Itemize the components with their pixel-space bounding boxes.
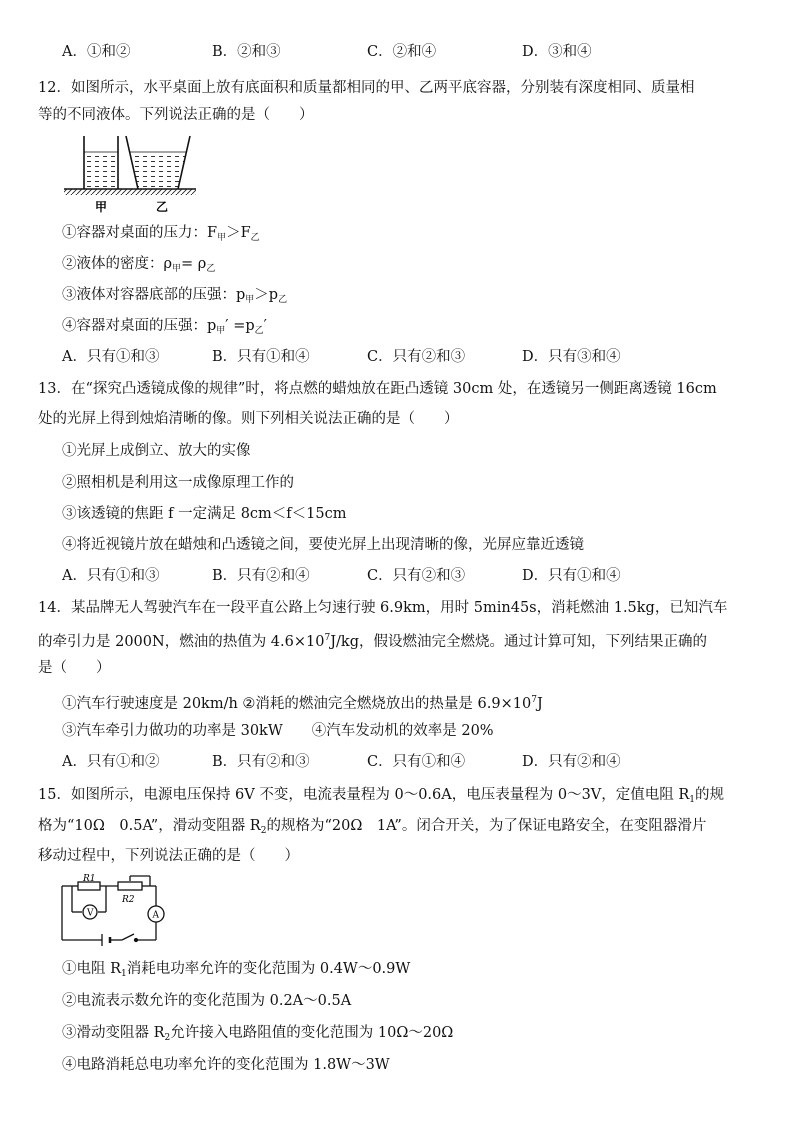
voltmeter-icon: V	[87, 908, 94, 919]
label-r2: R2	[122, 895, 135, 905]
q14-statements-1-2: ①汽车行驶速度是 20km/h ②消耗的燃油完全燃烧放出的热量是 $6.9\times 10^7J$	[62, 695, 543, 712]
q14-statements-3-4: ③汽车牵引力做功的功率是 30kW ④汽车发动机的效率是 20%	[62, 723, 494, 739]
ammeter-icon: A	[152, 910, 159, 921]
q12-containers-figure	[62, 134, 198, 214]
q13-statement-1: ①光屏上成倒立、放大的实像	[62, 443, 251, 459]
q13-option-b[interactable]: B．只有②和④	[212, 568, 310, 584]
q14-option-b[interactable]: B．只有②和③	[212, 754, 310, 770]
q14-option-c[interactable]: C．只有①和④	[367, 754, 466, 770]
label-yi: 乙	[156, 200, 169, 214]
q12-statement-2: ②液体的密度：$\rho_甲= \rho_乙$	[62, 256, 216, 274]
q13-option-d[interactable]: D．只有①和④	[522, 568, 621, 584]
q12-option-a[interactable]: A．只有①和③	[62, 349, 160, 365]
q13-statement-4: ④将近视镜片放在蜡烛和凸透镜之间，要使光屏上出现清晰的像，光屏应靠近透镜	[62, 537, 584, 553]
q15-statement-1: ①电阻 $R_1$消耗电功率允许的变化范围为 0.4W～0.9W	[62, 961, 411, 979]
q12-option-b[interactable]: B．只有①和④	[212, 349, 310, 365]
q15-stem-line2: 格为“10Ω 0.5A”，滑动变阻器 $R_2$的规格为“20Ω 1A”。闭合开关，为了保证电路安全，在变阻器滑片	[38, 818, 707, 836]
label-r1: R1	[83, 874, 96, 884]
q13-statement-2: ②照相机是利用这一成像原理工作的	[62, 475, 294, 491]
q14-option-d[interactable]: D．只有②和④	[522, 754, 621, 770]
q15-stem-line3: 移动过程中，下列说法正确的是（ ）	[38, 848, 299, 864]
q12-option-c[interactable]: C．只有②和③	[367, 349, 466, 365]
q15-statement-4: ④电路消耗总电功率允许的变化范围为 1.8W～3W	[62, 1057, 390, 1073]
q13-option-c[interactable]: C．只有②和③	[367, 568, 466, 584]
q12-stem-line1: 12．如图所示，水平桌面上放有底面积和质量都相同的甲、乙两平底容器，分别装有深度相同、质量相	[38, 80, 695, 96]
q14-option-a[interactable]: A．只有①和②	[62, 754, 160, 770]
q15-circuit-figure	[56, 872, 176, 948]
q12-statement-3: ③液体对容器底部的压强：$p_甲>p_乙$	[62, 287, 288, 305]
label-jia: 甲	[95, 200, 108, 214]
q13-statement-3: ③该透镜的焦距 f 一定满足 8cm＜f＜15cm	[62, 506, 347, 522]
q13-stem-line2: 处的光屏上得到烛焰清晰的像。则下列相关说法正确的是（ ）	[38, 411, 459, 427]
q11-option-a[interactable]: A．①和②	[62, 44, 131, 60]
q13-stem-line1: 13．在“探究凸透镜成像的规律”时，将点燃的蜡烛放在距凸透镜 30cm 处，在透镜另一侧距离透镜 16cm	[38, 381, 717, 397]
q12-statement-4: ④容器对桌面的压强：$p_甲' =p_乙'$	[62, 318, 267, 336]
q15-statement-2: ②电流表示数允许的变化范围为 0.2A～0.5A	[62, 993, 352, 1009]
q13-options	[62, 566, 762, 586]
q12-option-d[interactable]: D．只有③和④	[522, 349, 621, 365]
q12-statement-1: ①容器对桌面的压力：$F_甲>F_乙$	[62, 225, 260, 243]
q15-statement-3: ③滑动变阻器 $R_2$允许接入电路阻值的变化范围为 10Ω～20Ω	[62, 1025, 454, 1043]
q13-option-a[interactable]: A．只有①和③	[62, 568, 160, 584]
q12-stem-line2: 等的不同液体。下列说法正确的是（ ）	[38, 107, 314, 123]
q11-option-c[interactable]: C．②和④	[367, 44, 437, 60]
q11-option-b[interactable]: B．②和③	[212, 44, 281, 60]
q11-option-d[interactable]: D．③和④	[522, 44, 592, 60]
q14-options	[62, 752, 762, 772]
q14-stem-line3: 是（ ）	[38, 660, 111, 676]
q15-stem-line1: 15．如图所示，电源电压保持 6V 不变，电流表量程为 0～0.6A，电压表量程为 0～3V，定值电阻 $R_1$的规	[38, 787, 725, 805]
q14-stem-line2: 的牵引力是 2000N，燃油的热值为 $4.6\times 10^7J/kg$，假设燃油完全燃烧。通过计算可知，下列结果正确的	[38, 633, 707, 650]
q14-stem-line1: 14．某品牌无人驾驶汽车在一段平直公路上匀速行驶 6.9km，用时 5min45s，消耗燃油 1.5kg，已知汽车	[38, 600, 728, 616]
q11-options	[62, 42, 762, 62]
q12-options	[62, 347, 762, 367]
